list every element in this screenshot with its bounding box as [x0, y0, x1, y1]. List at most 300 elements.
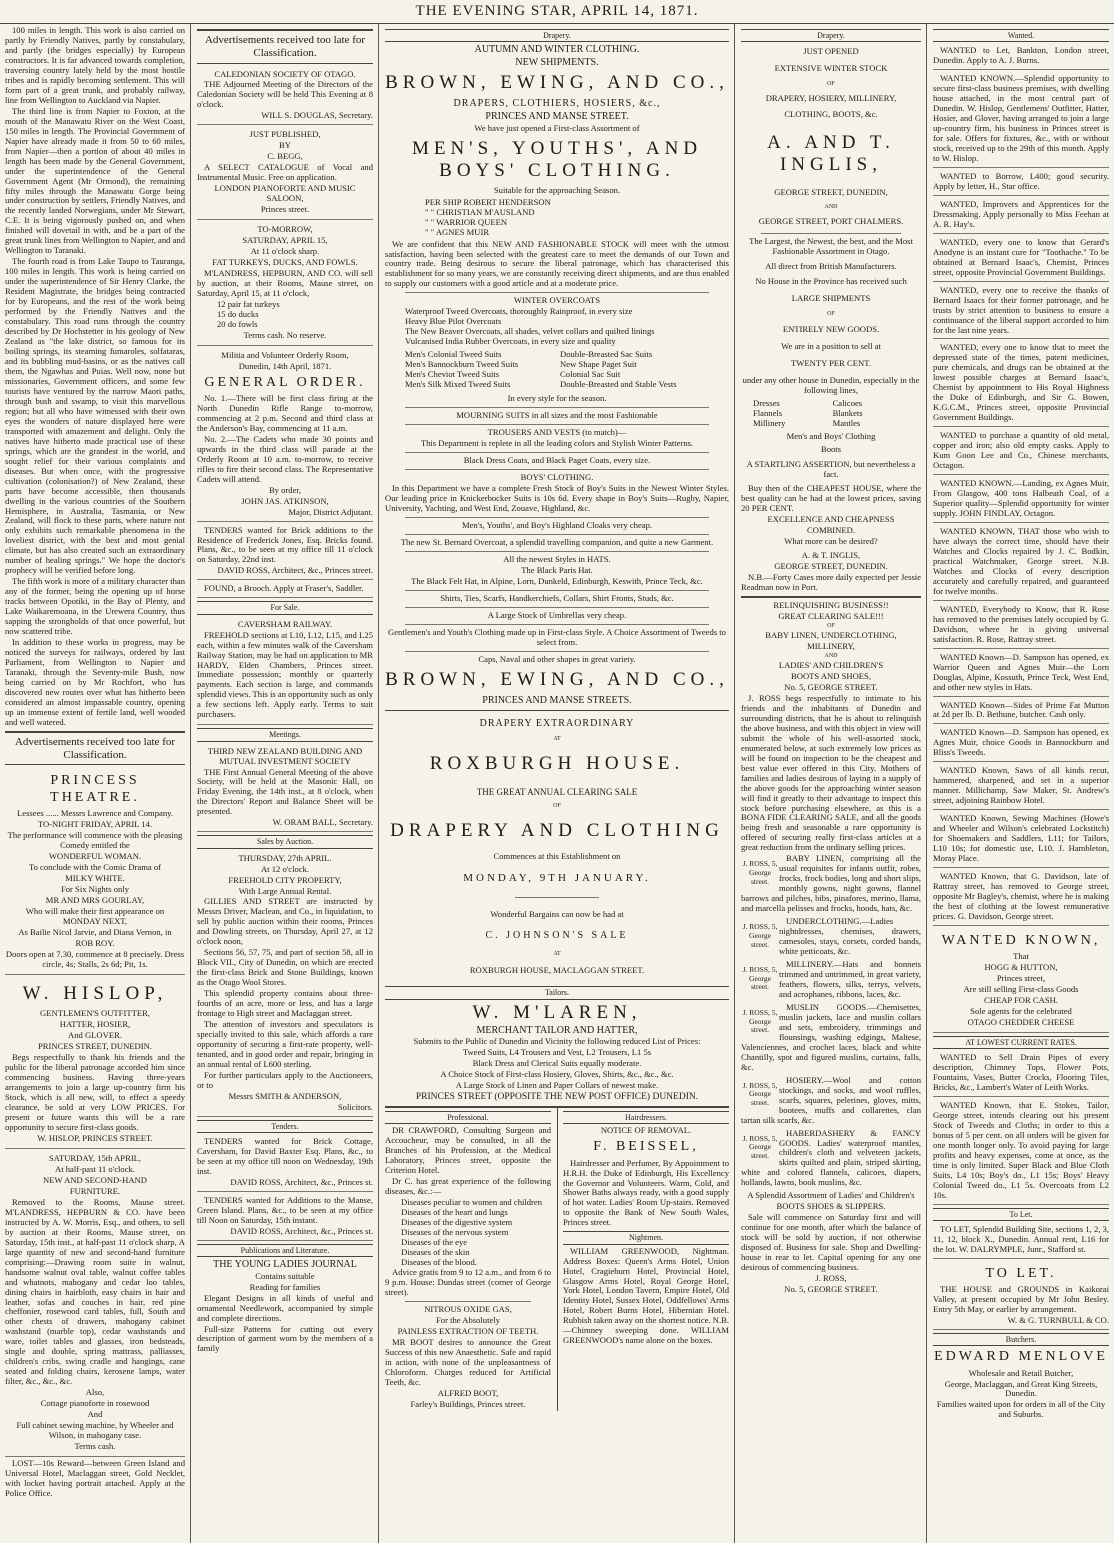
- ad-line: The Black Felt Hat, in Alpine, Lorn, Dunkeld, Edinburgh, Keswith, Prince Teck, &c.: [411, 575, 703, 586]
- ad-line: For Six Nights only: [60, 883, 130, 894]
- ross-label: J. ROSS, 5, George street.: [742, 859, 778, 886]
- ad-line: CLOTHING, BOOTS, &c.: [784, 109, 878, 120]
- ad-line: MILLINERY,: [807, 641, 855, 652]
- wanted-ad: WANTED Known, that G. Davidson, late of Rattray street, has removed to George street, opposite Mr Bagley's, chemist, where he is making the best of clothing at the lowest remunerative prices. G. Davidson, George street.: [933, 870, 1109, 926]
- ad-line: AUTUMN AND WINTER CLOTHING.: [474, 44, 640, 56]
- ad-line: In every style for the season.: [507, 393, 607, 404]
- ad-line: OF: [827, 623, 835, 630]
- ad-line: Black Dress and Clerical Suits equally moderate.: [472, 1058, 642, 1069]
- wanted-ad: WANTED to Borrow, L400; good security. Apply by letter, H., Star office.: [933, 170, 1109, 196]
- wanted-ad: WANTED Known—D. Sampson has opened, ex Agnes Muir, choice Goods in Bannockburn and Bliss's Tweeds.: [933, 726, 1109, 762]
- ad-line: A Large Stock of Linen and Paper Collars of newest make.: [455, 1080, 659, 1091]
- ad-title: DRAPERY AND CLOTHING: [390, 820, 724, 842]
- ad-line: JUST OPENED: [803, 46, 859, 57]
- section-header: For Sale.: [197, 601, 373, 614]
- ad-signature: Solicitors.: [337, 1101, 373, 1112]
- list-item: Heavy Blue Pilot Overcoats: [405, 316, 502, 327]
- ad-line: NEW AND SECOND-HAND: [43, 1174, 147, 1185]
- ad-line: LADIES' AND CHILDREN'S: [778, 659, 884, 670]
- list-item: Men's Cheviot Tweed Suits: [405, 369, 500, 380]
- section-header: Butchers.: [933, 1333, 1109, 1346]
- ad-body: DR CRAWFORD, Consulting Surgeon and Accoucheur, may be consulted, in all the Branches of his Profession, at the Medical Laboratory, Princes street, opposite the Criterion Hotel.: [385, 1125, 551, 1176]
- ad-line: SATURDAY, 15th APRIL,: [48, 1152, 142, 1163]
- list-item: Diseases peculiar to women and children: [401, 1197, 543, 1208]
- list-item: Calicoes: [832, 397, 863, 408]
- section-header: Publications and Literature.: [197, 1244, 373, 1257]
- wanted-ads: [933, 44, 1109, 926]
- ad-line: With Large Annual Rental.: [238, 885, 332, 896]
- overcoat-list: [385, 307, 729, 347]
- wanted-ad: WANTED KNOWN.—Landing, ex Agnes Muir, From Glasgow, 400 tons Halbeath Coal, of a Superior quality—Splendid opportunity for winter supply. JOHN FINDLAY, Octagon.: [933, 477, 1109, 523]
- ad-title: W. HISLOP,: [22, 983, 168, 1005]
- ross-item: [741, 1129, 921, 1190]
- section-header: Professional.: [385, 1111, 551, 1124]
- ad-line: LARGE SHIPMENTS: [791, 292, 871, 303]
- section-header: Tailors.: [385, 986, 729, 999]
- list-item: Men's Bannockburn Tweed Suits: [405, 359, 519, 370]
- ad-line: SATURDAY, APRIL 15,: [242, 235, 328, 246]
- ad-line: We have just opened a First-class Assortment of: [474, 122, 640, 133]
- ad-line: Lessees ...... Messrs Lawrence and Company.: [17, 807, 173, 818]
- ad-line: A Splendid Assortment of Ladies' and Children's: [747, 1190, 915, 1201]
- wanted-ad: WANTED KNOWN, THAT those who wish to have always the correct time, should have their Watches and Clocks repaired by J. C. Bodkin, practical Watchmaker, George street. N.B. Watches and Clocks of every description accurately and carefully repaired, and guaranteed for twelve months.: [933, 525, 1109, 601]
- ad-line: MOURNING SUITS in all sizes and the most Fashionable: [456, 410, 658, 421]
- disease-list: [385, 1198, 551, 1268]
- ad-line: MONDAY NEXT,: [62, 916, 128, 927]
- list-item: Double-Breasted and Stable Vests: [560, 379, 677, 390]
- ad-line: 15 do ducks: [217, 308, 259, 319]
- ad-line: TWENTY PER CENT.: [791, 357, 871, 368]
- ad-body: GILLIES AND STREET are instructed by Messrs Driver, Maclean, and Co., in liquidation, to sell by public auction within their rooms, Princes and Dowling streets, on Thursday, April 27, at 12 o'clock noon,: [197, 896, 373, 947]
- ad-line: FURNITURE.: [69, 1185, 121, 1196]
- ad-line: Men's and Boys' Clothing: [786, 430, 876, 441]
- menlove-ad: [933, 1349, 1109, 1420]
- ad-line: GREAT CLEARING SALE!!!: [778, 611, 884, 622]
- ad-line: ALFRED BOOT,: [437, 1387, 499, 1398]
- ad-line: Reading for families: [249, 1281, 321, 1292]
- ad-line: The performance will commence with the pleasing Comedy entitled the: [7, 829, 183, 850]
- ad-line: JUST PUBLISHED,: [249, 129, 321, 140]
- column-1: [0, 24, 190, 1543]
- ad-body: For further particulars apply to the Auctioneers, or to: [197, 1069, 373, 1090]
- section-header: Nightmen.: [563, 1231, 729, 1244]
- ad-line: Who will make their first appearance on: [25, 905, 165, 916]
- ad-line: EXTENSIVE WINTER STOCK: [774, 63, 888, 74]
- firm-name: A. AND T. INGLIS,: [767, 132, 895, 176]
- ad-line: By order,: [268, 484, 302, 495]
- ad-line: All direct from British Manufacturers.: [765, 260, 897, 271]
- ad-line: OF: [827, 310, 835, 317]
- ross-ad: [741, 596, 921, 1295]
- ad-line: ROB ROY.: [75, 938, 115, 949]
- ad-line: HOGG & HUTTON,: [984, 962, 1058, 973]
- ad-line: ENTIRELY NEW GOODS.: [782, 323, 880, 334]
- ad-line: EXCELLENCE AND CHEAPNESS: [767, 514, 895, 525]
- list-item: Diseases of the eye: [401, 1237, 468, 1248]
- wanted-ad: WANTED to purchase a quantity of old metal, copper and iron; also old empty casks. Apply to Kum Goon Lee and Co., Chinese merchants, Octagon.: [933, 429, 1109, 475]
- ad-signature: W. & G. TURNBULL & CO.: [1007, 1315, 1109, 1326]
- ad-line: Sole agents for the celebrated: [970, 1006, 1072, 1016]
- ad-line: RELINQUISHING BUSINESS!!: [773, 600, 889, 611]
- ross-label: J. ROSS, 5, George street.: [742, 922, 778, 949]
- list-item: Diseases of the blood.: [401, 1256, 477, 1267]
- article-paragraph: The third line is from Napier to Foxton, at the mouth of the Manawatu River on the West Coast, 150 miles in length. The Provincial Government of Napier have already made it from 50 to 60 miles, from Napier—then a portion of about 40 miles in length has been made by the General Government, under the superintendence of the General Government Agent (Mr Ormond), the remaining fifty miles through the Manawatu Gorge being under construction by settlers, Friendly Natives, and the recently landed Norwegians, under Mr Stewart, C.E. It is being vigorously pushed on, and when finished will dovetail in with, and be a part of the great trunk lines from Wellington to Napier, and and Wellington to Taranaki.: [5, 105, 185, 256]
- ad-line: Dunedin, 14th April, 1871.: [238, 360, 332, 371]
- ad-line: Messrs SMITH & ANDERSON,: [228, 1090, 342, 1101]
- ad-line: Contains suitable: [255, 1270, 315, 1281]
- ad-line: Tweed Suits, L4 Trousers and Vest, L2 Trousers, L1 5s: [462, 1047, 652, 1058]
- ad-line: DRAPERS, CLOTHIERS, HOSIERS, &c.,: [453, 98, 661, 110]
- tolet-ad: [933, 1261, 1109, 1330]
- ad-subtitle: TROUSERS AND VESTS (to match)—: [487, 427, 627, 438]
- ship-item: PER SHIP ROBERT HENDERSON: [425, 196, 551, 207]
- ad-line: And GLOVER.: [68, 1030, 122, 1041]
- ad-body: Hairdresser and Perfumer, By Appointment to H.R.H. the Duke of Edinburgh, His Excellency the Governor and Volunteers. Warm, Cold, and Shower Baths always ready, with a good supply of hot water. Ladies' Room Up-stairs. Removed to opposite the Bank of New South Wales, Princes street.: [563, 1157, 729, 1228]
- ad-line: BY: [279, 140, 291, 151]
- ad-body: TENDERS wanted for Brick additions to the Residence of Frederick Jones, Esq. Bricks found. Plans, &c., to be seen at my office till 11 o'clock on Saturday, 22nd inst.: [197, 524, 373, 565]
- professional-section: [385, 1108, 551, 1410]
- ross-label: J. ROSS, 5, George street.: [742, 1007, 778, 1035]
- goods-list: [741, 397, 921, 431]
- ad-body: WILLIAM GREENWOOD, Nightman. Address Boxes: Queen's Arms Hotel, Union Hotel, Cragieburn Hotel, Provincial Hotel, Glasgow Arms Hotel, Royal George Hotel, York Hotel, London Tavern, Empire Hotel, Old Identity Hotel, Sussex Hotel, Oddfellows' Arms Hotel, Robert Burns Hotel, Hibernian Hotel. Rubbish taken away on the shortest notice. N.B.—Chimney sweeping done. WILLIAM GREENWOOD's name alone on the boxes.: [563, 1245, 729, 1346]
- ad-line: No House in the Province has received such: [755, 275, 907, 286]
- ad-line: What more can be desired?: [784, 536, 878, 547]
- firm-name: BROWN, EWING, AND CO.,: [385, 668, 729, 690]
- section-header: Tenders.: [197, 1120, 373, 1133]
- list-item: Diseases of the skin: [401, 1246, 470, 1257]
- ad-line: All the newest Styles in HATS.: [503, 553, 611, 564]
- ad-line: OF: [553, 803, 561, 810]
- ad-body: The attention of investors and speculators is specially invited to this sale, which affords a rare opportunity of securing a first-rate property, well-tenanted, and in good order and repair, bringing in an annual rental of L600 sterling.: [197, 1019, 373, 1069]
- building-society-ad: [197, 744, 373, 833]
- ad-line: C. JOHNSON'S SALE: [485, 929, 629, 941]
- ad-line: MERCHANT TAILOR AND HATTER,: [476, 1024, 638, 1036]
- wanted-ad: WANTED, every one to receive the thanks of Bernard Isaacs for their former patronage, and he trusts by strict attention to business to ensure a continuance of the liberal support accorded to him for the last nine years.: [933, 284, 1109, 340]
- ad-body: THE Adjourned Meeting of the Directors of the Caledonian Society will be held This Evening at 8 o'clock.: [197, 79, 373, 110]
- ad-line: GEORGE STREET, PORT CHALMERS.: [758, 216, 904, 227]
- ad-line: To conclude with the Comic Drama of: [28, 861, 162, 872]
- ad-line: The Black Paris Hat.: [521, 564, 593, 575]
- ad-line: TO-MORROW,: [257, 224, 313, 235]
- ad-line: We are in a position to sell at: [781, 340, 881, 351]
- ad-title: PRINCESS THEATRE.: [50, 773, 140, 805]
- ad-signature: W. ORAM BALL, Secretary.: [272, 817, 373, 828]
- ship-item: " " WARRIOR QUEEN: [425, 216, 508, 227]
- ad-body: Buy then of the CHEAPEST HOUSE, where the best quality can be had at the lowest prices, saving 20 PER CENT.: [741, 483, 921, 514]
- lost-ad: LOST—10s Reward—between Green Island and Universal Hotel, Maclaggan street, Gold Necklet, with locket having portrait attached. Apply at the Police Office.: [5, 1458, 185, 1498]
- article-paragraph: 100 miles in length. This work is also carried on partly by Friendly Natives, partly by constabulary, and partly (the bridges especially) by European constructors. It is far advanced towards completion, traversing country lately held by the most hostile tribes and is rapidly becoming settlement. This will form part of a great trunk, and probably railway, line from Wellington to Auckland via Napier.: [5, 25, 185, 105]
- wanted-ad: WANTED, every one to know that to meet the depressed state of the times, patent medicines, pure chemicals, and drugs can be obtained at the lowest possible charges at Bernard Isaac's, Chemist by appointment to His Royal Highness the Duke of Edinburgh, and Sir G. Bowen, K.G.C.M., Princes street, opposite Provincial Government Buildings.: [933, 341, 1109, 427]
- firm-name: F. BEISSEL,: [593, 1139, 699, 1155]
- ad-line: A. & T. INGLIS,: [801, 550, 861, 561]
- wanted-ad: WANTED to Sell Drain Pipes of every description, Chimney Tops, Flower Pots, Fountains, Vases, Butter Crocks, Flooring Tiles, Bricks, &c., Lambert's Water of Leith Works.: [933, 1051, 1109, 1097]
- ad-line: AT: [553, 951, 561, 958]
- wanted-ad: WANTED Known, that E. Stokes, Tailor, George street, intends clearing out his present Stock of Tweeds and Cloths; in order to this a bonus of 5 per cent. on all orders will be given for one month longer only. To avoid paying for large profits and heavy expenses, come at once, as the time is only limited. Super Black and Blue Cloth Suits, L4 10s; Boy's do., L1 15s; Boys' Heavy Colonial Tweed do., L1 5s. Overcoats from L2 10s.: [933, 1099, 1109, 1205]
- ad-signature: Major, District Adjutant.: [288, 506, 373, 517]
- wanted-ad: WANTED, Improvers and Apprentices for the Dressmaking. Apply personally to Miss Feehan at A. R. Hay's.: [933, 198, 1109, 234]
- ad-line: Militia and Volunteer Orderly Room,: [221, 349, 349, 360]
- column-2: [192, 24, 378, 1543]
- hislop-ad: [5, 977, 185, 1149]
- ad-line: Terms cash.: [74, 1441, 116, 1452]
- ad-line: No. 5, GEORGE STREET.: [784, 681, 878, 692]
- ad-line: J. ROSS,: [815, 1273, 847, 1284]
- found-ad: FOUND, a Brooch. Apply at Fraser's, Saddler.: [197, 582, 373, 598]
- poultry-sale-ad: [197, 222, 373, 346]
- ad-body: M'LANDRESS, HEPBURN, AND CO. will sell by auction, at their Rooms, Mause street, on Saturday, April 15, at 11 o'clock,: [197, 267, 373, 298]
- wanted-ad: WANTED, every one to know that Gerard's Anodyne is an instant cure for "Toothache." To be obtained at Bernard Isaac's, Chemist, Princes street, opposite Provincial Government Buildings.: [933, 236, 1109, 282]
- ad-line: TO-NIGHT FRIDAY, APRIL 14.: [37, 818, 153, 829]
- ad-line: Wonderful Bargains can now be had at: [490, 908, 624, 919]
- list-item: Waterproof Tweed Overcoats, thoroughly Rainproof, in every size: [405, 306, 633, 317]
- list-item: Diseases of the heart and lungs: [401, 1207, 508, 1218]
- ad-body: In this Department we have a complete Fresh Stock of Boy's Suits in the Newest Winter Styles. Our leading price in Knickerbocker Suits is 10s 6d. Every shape in Boy's Suits—Rugby, Napier, University, Yachting, and West End, Zouave, Highland, &c.: [385, 482, 729, 513]
- article-paragraph: In addition to these works in progress, may be noticed the surveys for railways, ordered by last Parliament, from Wellington to Napier and Taranaki, through the Seventy-mile Bush, now being carried on by Mr Rochfort, who has discovered new routes over what has hitherto been considered an almost impassable country, opening up an immense extent of fertile land, well wooded and well watered.: [5, 637, 185, 727]
- ad-line: Boots: [820, 443, 842, 454]
- list-item: Diseases of the digestive system: [401, 1217, 513, 1228]
- ad-line: WONDERFUL WOMAN.: [48, 850, 142, 861]
- ad-line: Wholesale and Retail Butcher,: [968, 1367, 1074, 1378]
- ad-body: HABERDASHERY & FANCY GOODS. Ladies' waterproof mantles, children's cloth and velveteen jackets, skirts quilted and plain, striped skirting, white and colored flannels, calicoes, diapers, hollands, lawns, book muslins, &c.: [741, 1128, 921, 1188]
- list-item: Flannels: [753, 407, 783, 418]
- ad-body: Removed to the Rooms, Mause street. M'LANDRESS, HEPBURN & CO. have been instructed by A. W. Morris, Esq., and others, to sell by auction at their Rooms, Mause street, on Saturday, 15th inst., at half-past 11 o'clock sharp, A large quantity of new and second-hand furniture comprising:—Drawing room suite in walnut, handsome walnut oval table, walnut coffee tables and whatnots, mahogany and cedar loo tables, dining chairs in hairbloth, easy chairs in hair and leather, sofas and couches in hair, red pine cheffonier, rosewood card tables, full, South and other chests of drawers, mahogany cabinet washstand (marble top), cedar washstands and ware, toilet tables and glasses, iron bedsteads, single and double, spring mattrass, palliasses, children's cribs, swing cradle and hangings, cane seated and folding chairs, kerosene lamps, water filter, &c., &c., &c.: [5, 1196, 185, 1387]
- ad-line: At 11 o'clock sharp.: [250, 246, 320, 257]
- section-header: Hairdressers.: [563, 1111, 729, 1124]
- ad-line: FAT TURKEYS, DUCKS, AND FOWLS.: [212, 257, 358, 267]
- ad-line: Commences at this Establishment on: [493, 851, 621, 862]
- wanted-ad: WANTED to Let, Bankton, London street, Dunedin. Apply to A. J. Burns.: [933, 44, 1109, 70]
- ad-title: THE YOUNG LADIES JOURNAL: [213, 1259, 357, 1271]
- list-item: Double-Breasted Sac Suits: [560, 349, 653, 360]
- wanted-ad: WANTED KNOWN.—Splendid opportunity to secure first-class business premises, with dwelling house attached, in the most central part of Dunedin. W. Hislop, Gentlemens' Outfitter, Hatter, Hosier, and Glover, having arranged to join a large up-country firm, his business in Princes street is for sale. Offers for fixtures, &c., with or without stock, received up to the 29th of this month. Apply to W. Hislop.: [933, 72, 1109, 168]
- section-header: Advertisements received too late for Classification.: [5, 731, 185, 766]
- ad-line: A STARTLING ASSERTION, but nevertheless a fact.: [746, 458, 916, 479]
- ad-signature: DAVID ROSS, Architect, &c., Princes st.: [230, 1225, 373, 1236]
- firm-name: EDWARD MENLOVE: [934, 1349, 1108, 1365]
- ad-body: TENDERS wanted for Brick Cottage, Caversham, for David Baxter Esq. Plans, &c., to be seen at my office till noon on Wednesday, 19th inst.: [197, 1136, 373, 1176]
- ad-body: MR BOOT desires to announce the Great Success of this new Anaesthetic. Safe and rapid in action, with none of the unpleasantness of Chloroform. Charges reduced for Artificial Teeth, &c.: [385, 1336, 551, 1387]
- ad-line: PRINCES STREET (OPPOSITE THE NEW POST OFFICE) DUNEDIN.: [415, 1092, 699, 1103]
- list-item: Vulcanised India Rubber Overcoats, in every size and quality: [405, 336, 616, 347]
- ad-subtitle: BOYS' CLOTHING.: [520, 471, 594, 482]
- ad-body: J. ROSS begs respectfully to intimate to his friends and the inhabitants of Dunedin and surrounding districts, that he is about to relinquish the above business, and with this object in view will submit the whole of his well-assorted stock, enumerated below, at such extremely low prices as will be found on inspection to be the cheapest and best value ever offered in this City. Mothers of families and ladies desirous of laying in a supply of the above goods for the approaching winter season will find it greatly to their advantage to inspect this stock before purchasing elsewhere, as this is a BONA FIDE CLEARING SALE, and all the goods being fresh and seasonable a rare opportunity is offered of securing really first-class articles at a great reduction from the ordinary selling prices.: [741, 692, 921, 853]
- article-paragraph: The fourth road is from Lake Taupo to Tauranga, 100 miles in length. This work is being carried on under the superintendence of Sir Henry Clarke, the Resident Magistrate, the bridges being contracted for by Europeans, and the rest of the work being performed by the Friendly Natives and the constabulary. This road runs through the country described by Dr Hochstetter in his geology of New Zealand as "the lake district, so famous for its boiling springs, its steaming fumaroles, solfataras, and its bubbling mud-basins, or as the natives call them, the Ngawhas and Puias. Well now, none but missionaries, Government officers, and some few tourists have ventured by the narrow Maori paths, through bush and swamp, to visit this marvellous region; but all who have witnessed with their own eyes the wonders of nature displayed here were transported with amazement and delight. Only the natives have hitherto made practical use of these springs, which are the grandest in the world, and sought relief for their various complaints and diseases. But when once, with the progressive cultivation (colonisation?) of New Zealand, these parts have become accessible, then thousands dwelling in the various countries of the Southern Hemisphere, in Australia, Tasmania, or New Zealand, will flock to these parts, where nature not only exhibits such remarkable phenomena in the loveliest district, with the best and most genial climate, but has also created such an extraordinary number of healing springs." We hope the doctor's prophecy will be verified before long.: [5, 256, 185, 576]
- furniture-sale-ad: [5, 1151, 185, 1457]
- ad-line: COMBINED.: [807, 525, 855, 536]
- masthead: THE EVENING STAR, APRIL 14, 1871.: [0, 0, 1114, 24]
- ad-line: MONDAY, 9TH JANUARY.: [463, 872, 651, 885]
- ad-line: ROXBURGH HOUSE, MACLAGGAN STREET.: [469, 965, 645, 976]
- section-header: Wanted.: [933, 29, 1109, 42]
- ad-title: ROXBURGH HOUSE.: [429, 752, 685, 774]
- ad-line: C. BEGG,: [267, 151, 303, 162]
- ad-line: As Bailie Nicol Jarvie, and Diana Vernon, in: [18, 927, 172, 938]
- ad-line: PRINCES AND MANSE STREETS.: [482, 694, 632, 706]
- ross-item: [741, 854, 921, 915]
- column-3: [380, 24, 734, 1543]
- ad-line: LONDON PIANOFORTE AND MUSIC SALOON,: [214, 183, 356, 204]
- hairdressers-section: [557, 1108, 729, 1410]
- ad-body: Dr C. has great experience of the following diseases, &c.:—: [385, 1176, 551, 1197]
- ross-label: J. ROSS, 5, George street.: [742, 1080, 778, 1108]
- column-4: [736, 24, 926, 1543]
- ad-line: Farley's Buildings, Princes street.: [410, 1398, 526, 1409]
- tenders-ad: [197, 524, 373, 581]
- ad-line: under any other house in Dunedin, especially in the following lines,: [742, 374, 920, 395]
- ad-line: 12 pair fat turkeys: [217, 298, 280, 309]
- ad-line: Submits to the Public of Dunedin and Vicinity the following reduced List of Prices:: [413, 1036, 701, 1047]
- ad-line: At 12 o'clock.: [260, 863, 310, 874]
- caversham-ad: [197, 617, 373, 726]
- ad-line: BOOTS AND SHOES,: [791, 670, 871, 681]
- ad-body: Elegant Designs in all kinds of useful and ornamental Needlework, accompanied by simple and complete directions.: [197, 1292, 373, 1323]
- ad-title: CALEDONIAN SOCIETY OF OTAGO.: [214, 68, 356, 79]
- ad-body: Full-size Patterns for cutting out every description of garment worn by the members of a family: [197, 1323, 373, 1354]
- ad-line: Princes street.: [260, 204, 310, 215]
- article-text: [5, 26, 185, 728]
- ad-line: 20 do fowls: [217, 318, 258, 329]
- article-paragraph: The fifth work is more of a military character than any of the former, being the opening up of horse tracks between Opotiki, in the Bay of Plenty, and Lake Waikaremoana, in the Urewera Country, thus sapping the strongholds of that once powerful, but now scattered tribe.: [5, 576, 185, 637]
- ad-line: Men's, Youths', and Boy's Highland Cloaks very cheap.: [461, 519, 653, 530]
- newspaper-columns: [0, 24, 1114, 1543]
- ad-body: THE HOUSE and GROUNDS in Kaikorai Valley, at present occupied by Mr John Besley. Entry 5th May, or earlier by arrangement.: [933, 1284, 1109, 1315]
- ad-title: MEN'S, YOUTHS', AND BOYS' CLOTHING.: [411, 137, 703, 181]
- ad-line: MILKY WHITE.: [65, 872, 125, 883]
- ad-body: No. 1.—There will be first class firing at the North Dunedin Rifle Range to-morrow, commencing at 2 p.m. Second and third class at the Anderson's Bay, commencing at 11 a.m.: [197, 392, 373, 433]
- hogg-hutton-ad: [933, 928, 1109, 1033]
- ad-title: THIRD NEW ZEALAND BUILDING AND MUTUAL INVESTMENT SOCIETY: [207, 745, 363, 766]
- professional-hairdressers: [385, 1107, 729, 1410]
- ad-signature: GEORGE STREET, DUNEDIN.: [774, 561, 888, 572]
- list-item: Men's Colonial Tweed Suits: [405, 349, 502, 360]
- ad-line: THURSDAY, 27th APRIL.: [238, 852, 332, 863]
- firm-name: W. M'LAREN,: [472, 1001, 642, 1023]
- list-item: Mantles: [832, 417, 861, 428]
- journal-ad: [197, 1259, 373, 1354]
- wanted-ads: [933, 1051, 1109, 1205]
- suit-list: [385, 347, 729, 393]
- ad-line: NITROUS OXIDE GAS,: [424, 1303, 512, 1314]
- section-header: Drapery.: [385, 29, 729, 42]
- ross-item: [741, 917, 921, 958]
- tenders-ad: [197, 1135, 373, 1192]
- ad-line: For the Absolutely: [436, 1314, 500, 1325]
- list-item: Diseases of the nervous system: [401, 1227, 509, 1238]
- ad-line: A Large Stock of Umbrellas very cheap.: [487, 609, 627, 620]
- ad-line: This Department is replete in all the leading colors and Stylish Winter Patterns.: [420, 438, 694, 449]
- ad-signature: No. 5, GEORGE STREET.: [784, 1284, 878, 1295]
- ad-line: Suitable for the approaching Season.: [493, 184, 621, 195]
- ad-line: Doors open at 7.30, commence at 8 precisely. Dress circle, 4s; Stalls, 2s 6d; Pit, 1s.: [5, 949, 185, 970]
- ad-body: FREEHOLD sections at L10, L12, L15, and L25 each, within a few minutes walk of the Caversham Railway Station, may be had on application to MR HARDY, Elden Chambers, Princes street. Immediate possession; monthly or quarterly payments. Each section is large, and commands splendid views. This is an opportunity such as only a few sections left. Apply early. Terms to suit purchasers.: [197, 629, 373, 720]
- ad-line: DRAPERY EXTRAORDINARY: [479, 718, 635, 730]
- section-header: To Let.: [933, 1208, 1109, 1221]
- mlaren-ad: [385, 1002, 729, 1107]
- caledonian-ad: [197, 67, 373, 126]
- list-item: Millinery: [753, 417, 786, 428]
- ad-title: TO LET.: [985, 1265, 1057, 1281]
- ad-line: FREEHOLD CITY PROPERTY,: [228, 874, 342, 885]
- ad-line: Terms cash. No reserve.: [243, 329, 327, 340]
- ad-line: HATTER, HOSIER,: [59, 1019, 131, 1030]
- ad-line: CHEAP FOR CASH.: [984, 995, 1058, 1006]
- ad-line: Princes street,: [996, 973, 1046, 984]
- ross-item: [741, 1003, 921, 1074]
- list-item: The New Beaver Overcoats, all shades, velvet collars and quilted linings: [405, 326, 655, 337]
- ad-line: At half-past 11 o'clock.: [55, 1163, 135, 1174]
- column-5: [928, 24, 1114, 1543]
- ship-list: [385, 198, 729, 238]
- ad-line: Families waited upon for orders in all of the City and Suburbs.: [936, 1399, 1106, 1420]
- theatre-ad: [5, 768, 185, 975]
- ad-line: Also,: [85, 1387, 105, 1398]
- list-item: Dresses: [753, 397, 780, 408]
- freehold-ad: [197, 851, 373, 1117]
- ad-line: Shirts, Ties, Scarfs, Handkerchiefs, Collars, Shirt Fronts, Studs, &c.: [440, 592, 674, 603]
- ad-line: AND: [824, 652, 838, 659]
- wanted-ad: WANTED Known, Saws of all kinds recut, hammered, sharpened, and set in a superior manner. Millichamp, Saw Maker, St. Andrew's street, adjoining Rainbow Hotel.: [933, 764, 1109, 810]
- ad-line: Cottage pianoforte in rosewood: [40, 1398, 150, 1409]
- ross-item: [741, 960, 921, 1001]
- ad-line: BOOTS SHOES & SLIPPERS.: [776, 1201, 886, 1212]
- ad-body: No. 2.—The Cadets who made 30 points and upwards in the third class will parade at the Orderly Room at 10 a.m. to-morrow, to receive rifles to fire their second class. The Representative Cadets will attend.: [197, 433, 373, 484]
- ad-line: George, Maclaggan, and Great King Streets, Dunedin.: [944, 1378, 1098, 1399]
- ad-body: Sale will commence on Saturday first and will continue for one month, after which the balance of stock will be sold by auction, if not otherwise disposed of. Business for sale. Shop and Dwelling-house in rear to let. Capital opening for any one desirous of commencing business.: [741, 1212, 921, 1273]
- ship-item: " " CHRISTIAN M'AUSLAND: [425, 206, 535, 217]
- ad-line: Full cabinet sewing machine, by Wheeler and Wilson, in mahogany case.: [16, 1420, 174, 1441]
- ad-line: PRINCES AND MANSE STREET.: [485, 111, 629, 123]
- ad-line: Black Dress Coats, and Black Paget Coats, every size.: [463, 454, 651, 465]
- ross-label: J. ROSS, 5, George street.: [742, 1133, 778, 1160]
- ad-line: The new St. Bernard Overcoat, a splendid travelling companion, and quite a new Garment.: [400, 536, 714, 547]
- wanted-ad: WANTED Known—Sides of Prime Fat Mutton at 2d per lb. D. Bethune, butcher. Cash only.: [933, 699, 1109, 725]
- ad-signature: W. HISLOP, PRINCES STREET.: [37, 1132, 153, 1143]
- ad-subtitle: WINTER OVERCOATS: [513, 295, 601, 306]
- ship-item: " " AGNES MUIR: [425, 226, 490, 237]
- ad-line: NEW SHIPMENTS.: [515, 56, 599, 68]
- wanted-ad: WANTED, Everybody to Know, that R. Rose has removed to the premises lately occupied by G. Davidson, where he is giving universal satisfaction. R. Rose, Rattray street.: [933, 603, 1109, 649]
- ad-body: Advice gratis from 9 to 12 a.m., and from 6 to 9 p.m. House: Dundas street (corner of George street).: [385, 1266, 551, 1297]
- roxburgh-ad: [385, 710, 729, 976]
- list-item: New Shape Paget Suit: [560, 359, 637, 370]
- ad-line: AND: [824, 204, 838, 211]
- section-header: Advertisements received too late for Classification.: [197, 29, 373, 64]
- ad-body: MILLINERY.—Hats and bonnets trimmed and untrimmed, in great variety, feathers, flowers, silks, terrys, velvets, and acrophanes, ribbons, laces, &c.: [779, 960, 921, 999]
- list-item: Men's Silk Mixed Tweed Suits: [405, 379, 511, 390]
- ad-line: Gentlemen's and Youth's Clothing made up in First-class Style. A Choice Assortment of Tweeds to select from.: [388, 626, 726, 647]
- section-header: Sales by Auction.: [197, 835, 373, 848]
- ad-line: Caps, Naval and other shapes in great variety.: [478, 653, 636, 664]
- ross-label: J. ROSS, 5, George street.: [742, 965, 778, 992]
- ad-line: OTAGO CHEDDER CHEESE: [967, 1016, 1075, 1027]
- ad-title: GENERAL ORDER.: [204, 374, 366, 390]
- section-header: Meetings.: [197, 728, 373, 741]
- firm-name: BROWN, EWING, AND CO.,: [385, 72, 729, 94]
- ad-line: PAINLESS EXTRACTION OF TEETH.: [397, 1325, 539, 1336]
- ad-body: BABY LINEN, comprising all the usual requisites for infants outfit, robes, frocks, frock bodies, long and short slips, monthly gowns, night gowns, flannel barrows and pilches, bibs, pinafores, merino, llama, and marcella pelisses and frocks, hoods, hats, &c.: [741, 854, 921, 914]
- ad-body: A SELECT CATALOGUE of Vocal and Instrumental Music. Free on application.: [197, 162, 373, 183]
- ad-body: THE First Annual General Meeting of the above Society, will be held at the Masonic Hall, on Friday Evening, the 14th inst., at 8 o'clock, when the Directors' Report and Balance Sheet will be presented.: [197, 766, 373, 817]
- ad-body: UNDERCLOTHING.—Ladies nightdresses, chemises, drawers, camesoles, stays, corsets, corded bands, white petticoats, &c.: [779, 917, 921, 957]
- ad-line: JOHN JAS. ATKINSON,: [241, 495, 329, 506]
- ad-signature: DAVID ROSS, Architect, &c., Princes st.: [230, 1176, 373, 1187]
- ad-line: The Largest, the Newest, the best, and the Most Fashionable Assortment in Otago.: [749, 236, 913, 257]
- list-item: Blankets: [832, 407, 863, 418]
- ad-line: And: [87, 1409, 103, 1420]
- ad-body: We are confident that this NEW AND FASHIONABLE STOCK will meet with the utmost satisfaction, having been selected with the greatest care to meet the demands of our Town and country trade. Being desirous to secure the liberal patronage, which has characterised this establishment for so many years, we are constantly receiving direct shipments, and are thus enabled to supply our customers with a good article and at a moderate price.: [385, 238, 729, 289]
- section-header: AT LOWEST CURRENT RATES.: [933, 1036, 1109, 1049]
- section-header: Drapery.: [741, 29, 921, 42]
